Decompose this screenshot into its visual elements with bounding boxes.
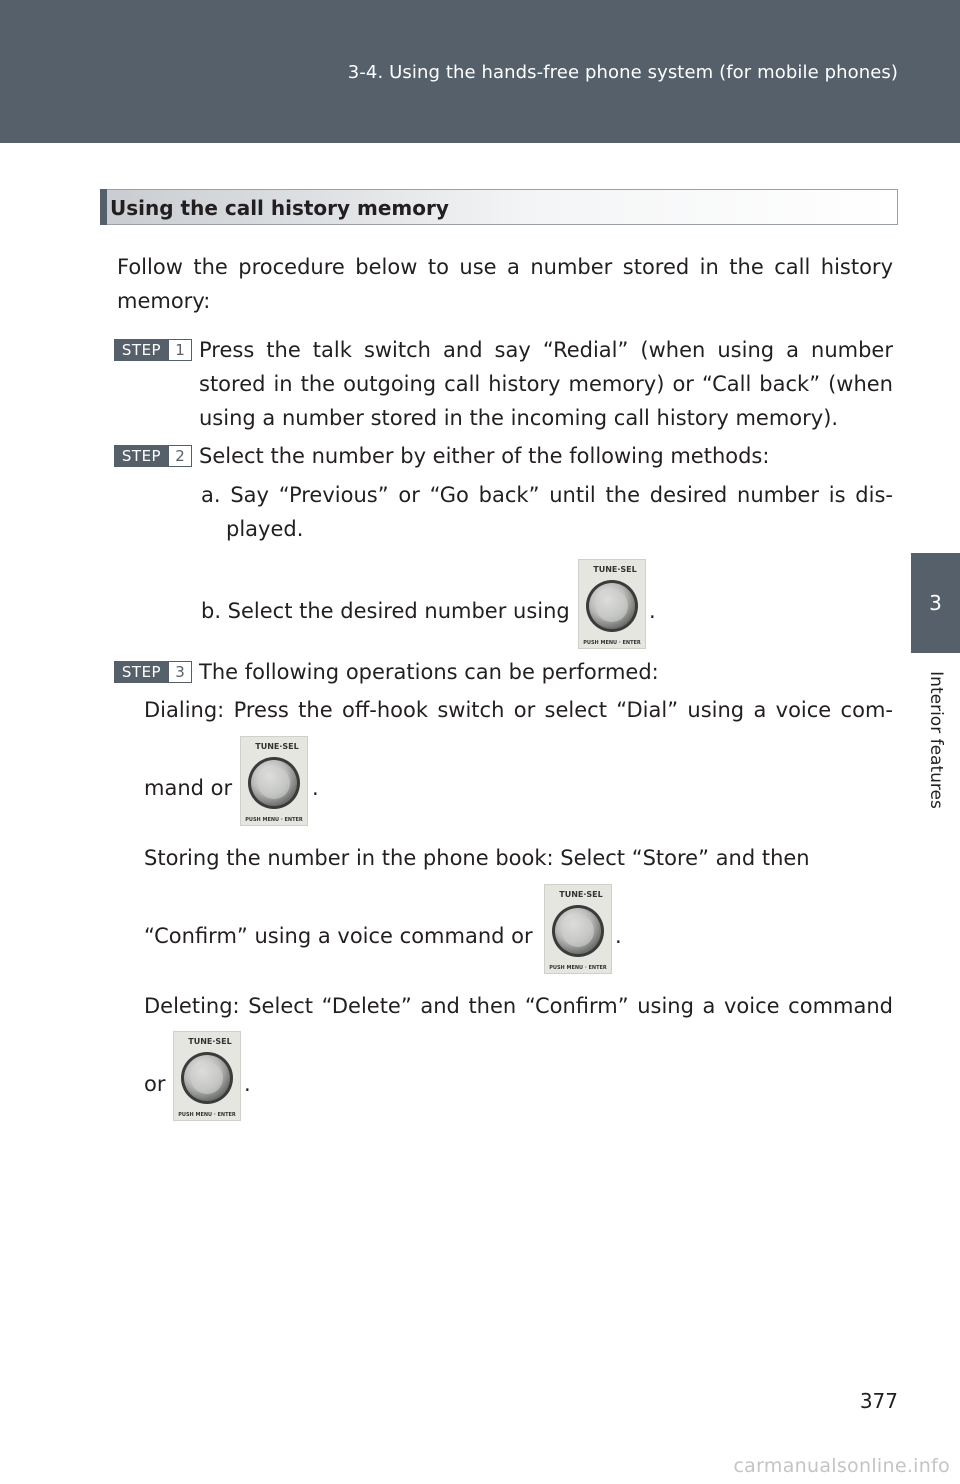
knob-top-label: TUNE·SEL — [593, 565, 637, 574]
dialing-line-2: mand or — [144, 776, 233, 800]
step-badge-number: 3 — [168, 662, 191, 682]
knob-top-label: TUNE·SEL — [255, 742, 299, 751]
knob-top-label: TUNE·SEL — [188, 1037, 232, 1046]
page-header — [0, 0, 960, 143]
period: . — [244, 1072, 251, 1096]
step-2-text: Select the number by either of the following methods: — [199, 444, 770, 468]
knob-bottom-label: PUSH MENU · ENTER — [583, 640, 641, 646]
knob-bottom-label: PUSH MENU · ENTER — [549, 965, 607, 971]
step-badge-number: 2 — [168, 446, 191, 466]
step-3-text: The following operations can be performed: — [199, 660, 659, 684]
knob-top-label: TUNE·SEL — [559, 890, 603, 899]
storing-line-2: “Confirm” using a voice command or — [144, 924, 533, 948]
intro-paragraph: Follow the procedure below to use a number stored in the call history memory: — [117, 255, 893, 313]
period: . — [312, 776, 319, 800]
step-2-option-b: b. Select the desired number using — [201, 599, 570, 623]
step-badge-3 — [114, 661, 192, 683]
tune-sel-knob-icon — [240, 736, 308, 826]
step-badge-word: STEP — [121, 341, 162, 359]
deleting-line-1: Deleting: Select “Delete” and then “Confirm” using a voice command — [144, 994, 893, 1018]
tune-sel-knob-icon — [173, 1031, 241, 1121]
page-number: 377 — [859, 1389, 898, 1413]
knob-bottom-label: PUSH MENU · ENTER — [245, 817, 303, 823]
period: . — [615, 924, 622, 948]
dialing-line-1: Dialing: Press the off-hook switch or select “Dial” using a voice com- — [144, 698, 893, 722]
step-badge-number: 1 — [168, 340, 191, 360]
step-badge-word: STEP — [121, 447, 162, 465]
chapter-tab: 3 — [911, 553, 960, 653]
watermark: carmanualsonline.info — [733, 1455, 950, 1477]
step-1-text: Press the talk switch and say “Redial” (when using a number stored in the outgoing call history memory) or “Call back” (when using a number stored in the incoming call history memory). — [199, 338, 893, 430]
knob-bottom-label: PUSH MENU · ENTER — [178, 1112, 236, 1118]
step-badge-word: STEP — [121, 663, 162, 681]
tune-sel-knob-icon — [544, 884, 612, 974]
section-heading — [100, 189, 898, 225]
chapter-side-label: Interior features — [926, 671, 946, 809]
tune-sel-knob-icon — [578, 559, 646, 649]
chapter-title: 3-4. Using the hands-free phone system (for mobile phones) — [347, 62, 898, 83]
section-heading-bar — [100, 189, 107, 225]
storing-line-1: Storing the number in the phone book: Select “Store” and then — [144, 846, 810, 870]
period: . — [649, 599, 656, 623]
step-badge-1 — [114, 339, 192, 361]
step-badge-2 — [114, 445, 192, 467]
section-heading-text: Using the call history memory — [110, 196, 449, 220]
step-2-option-a: a. Say “Previous” or “Go back” until the desired number is dis-played. — [201, 483, 893, 541]
deleting-line-2: or — [144, 1072, 166, 1096]
